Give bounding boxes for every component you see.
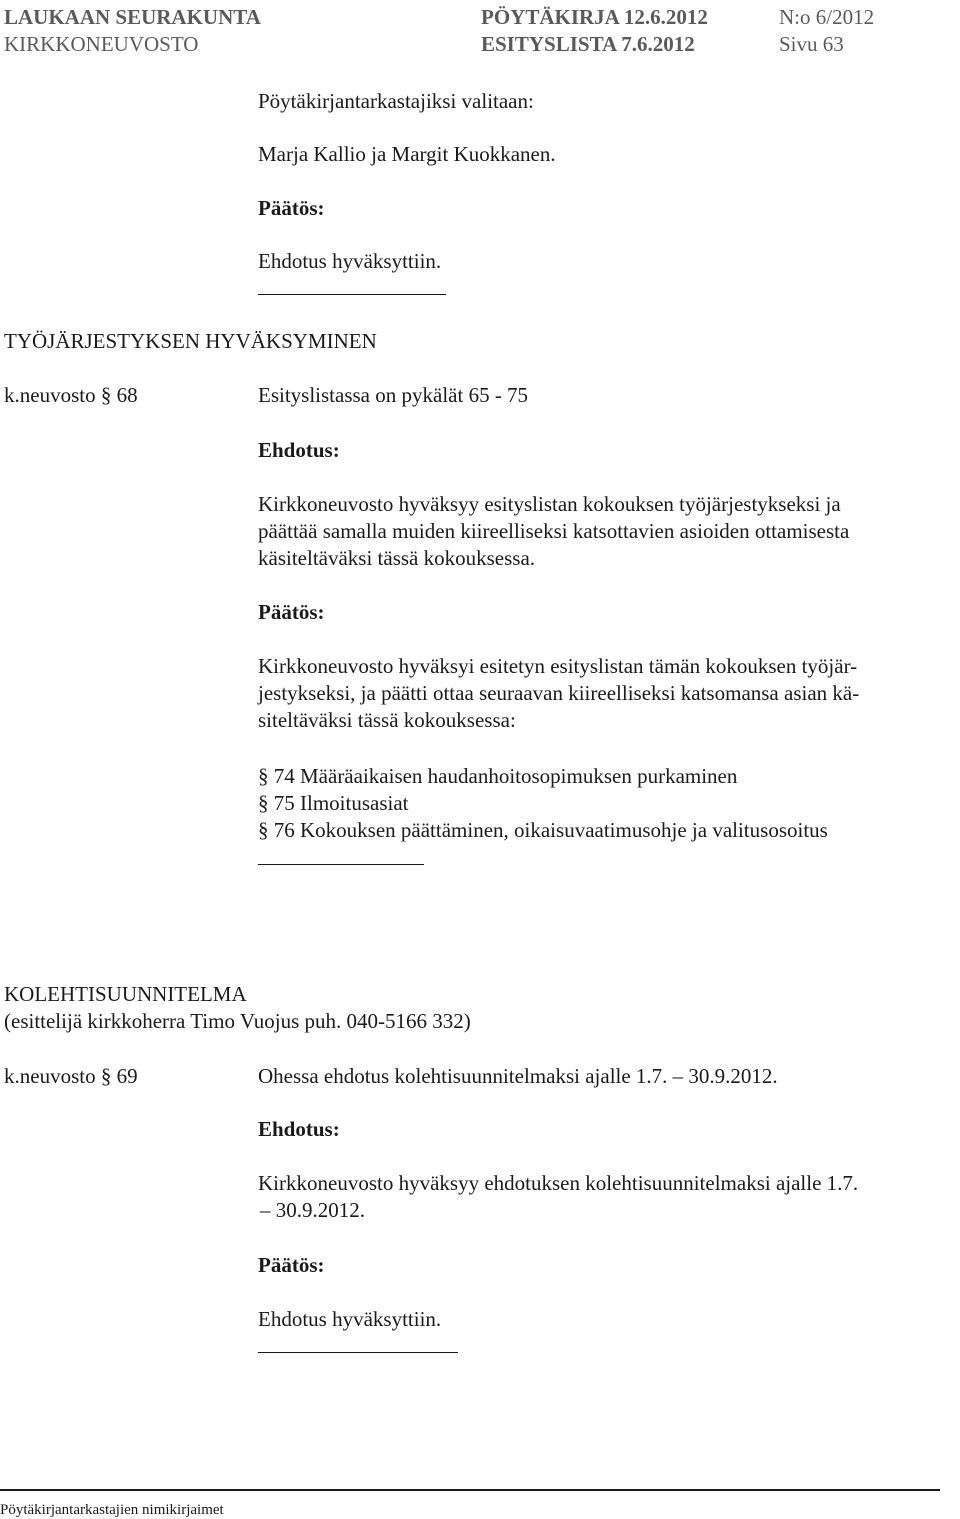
collection-decision-label: Päätös: [258,1253,325,1277]
agenda-proposal-line: Kirkkoneuvosto hyväksyy esityslistan kokouksen työjärjestykseksi ja [258,492,841,516]
separator-line [258,1352,458,1353]
agenda-proposal-line: käsiteltäväksi tässä kokouksessa. [258,546,536,570]
agenda-decision-text [258,653,948,734]
agenda-item-ref-text: Esityslistassa on pykälät 65 - 75 [258,383,529,407]
section-list-item: § 74 Määräaikaisen haudanhoitosopimuksen purkaminen [258,764,738,788]
checkers-decision-label: Päätös: [258,196,325,220]
footer-rule [0,1489,940,1491]
agenda-decision-line: jestykseksi, ja päätti ottaa seuraavan kiireelliseksi katsomansa asian kä- [258,681,860,705]
section-list-item: § 76 Kokouksen päättäminen, oikaisuvaatimusohje ja valitusosoitus [258,818,828,842]
collection-item-ref-text: Ohessa ehdotus kolehtisuunnitelmaksi ajalle 1.7. – 30.9.2012. [258,1064,778,1088]
board-name: KIRKKONEUVOSTO [4,32,199,56]
agenda-decision-line: siteltäväksi tässä kokouksessa: [258,708,516,732]
agenda-proposal-line: päättää samalla muiden kiireelliseksi katsottavien asioiden ottamisesta [258,519,850,543]
collection-presenter: (esittelijä kirkkoherra Timo Vuojus puh. 040-5166 332) [4,1009,471,1033]
collection-proposal-label: Ehdotus: [258,1117,340,1141]
agenda-date: ESITYSLISTA 7.6.2012 [481,32,695,56]
checkers-names: Marja Kallio ja Margit Kuokkanen. [258,142,556,166]
collection-decision: Ehdotus hyväksyttiin. [258,1307,442,1331]
agenda-item-title: TYÖJÄRJESTYKSEN HYVÄKSYMINEN [4,329,377,353]
agenda-decision-line: Kirkkoneuvosto hyväksyi esitetyn esityslistan tämän kokouksen työjär- [258,654,858,678]
agenda-proposal-text [258,491,948,572]
collection-item-ref: k.neuvosto § 69 [4,1064,138,1088]
agenda-proposal-label: Ehdotus: [258,438,340,462]
collection-proposal-text [258,1170,948,1224]
collection-proposal-line: – 30.9.2012. [260,1198,365,1222]
agenda-decision-label: Päätös: [258,600,325,624]
collection-item-title: KOLEHTISUUNNITELMA [4,982,247,1006]
page-number: Sivu 63 [779,32,844,56]
footer-signatures: Pöytäkirjantarkastajien nimikirjaimet [0,1502,224,1518]
checkers-decision: Ehdotus hyväksyttiin. [258,249,442,273]
organization-name: LAUKAAN SEURAKUNTA [4,5,261,29]
separator-line [258,864,424,865]
separator-line [258,294,446,295]
agenda-item-ref: k.neuvosto § 68 [4,383,138,407]
checkers-intro: Pöytäkirjantarkastajiksi valitaan: [258,89,534,113]
section-list-item: § 75 Ilmoitusasiat [258,791,409,815]
collection-proposal-line: Kirkkoneuvosto hyväksyy ehdotuksen kolehtisuunnitelmaksi ajalle 1.7. [258,1171,859,1195]
document-number: N:o 6/2012 [779,5,875,29]
minutes-date: PÖYTÄKIRJA 12.6.2012 [481,5,708,29]
